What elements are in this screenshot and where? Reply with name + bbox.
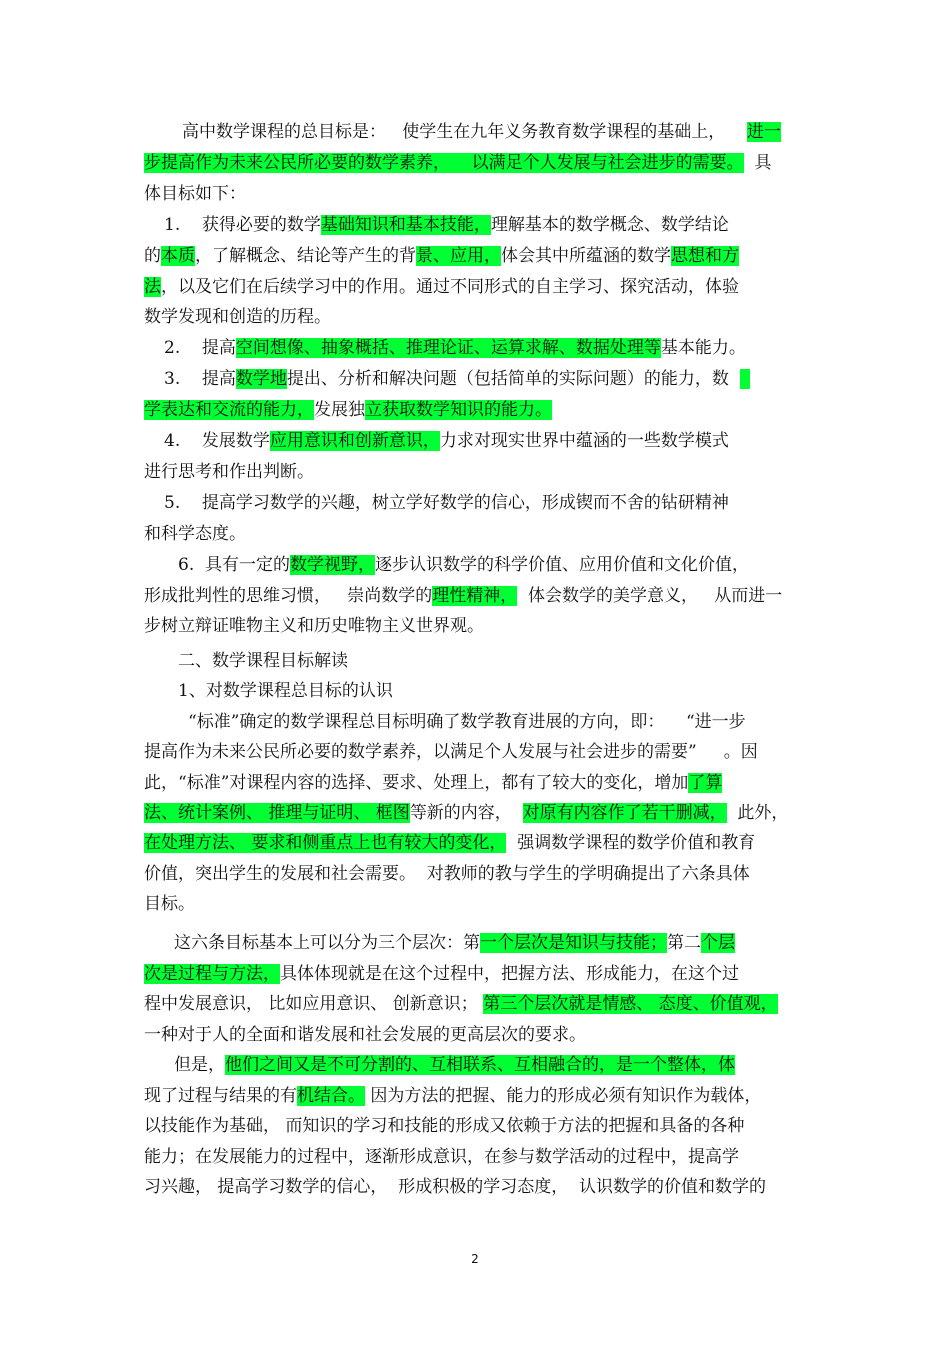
- text-line: [144, 581, 809, 612]
- highlighted-text: 法: [144, 276, 161, 297]
- text-segment: 1. 获得必要的数学: [164, 214, 321, 235]
- text-line: [144, 302, 809, 333]
- text-segment: 等新的内容，: [409, 803, 523, 823]
- text-line: [144, 889, 809, 920]
- text-line: [144, 676, 843, 707]
- text-line: [144, 959, 809, 990]
- text-line: [144, 989, 809, 1020]
- page-number: 2: [471, 1252, 479, 1266]
- text-segment: 但是，: [174, 1055, 225, 1075]
- text-segment: 基本能力。: [660, 338, 746, 359]
- text-segment: “标准”确定的数学课程总目标明确了数学教育进展的方向，即： “进一步: [188, 711, 746, 732]
- text-segment: 逐步认识数学的科学价值、应用价值和文化价值，: [375, 554, 750, 575]
- highlighted-text: 了算: [688, 772, 723, 793]
- text-segment: 二、数学课程目标解读: [178, 651, 348, 671]
- text-segment: 程中发展意识， 比如应用意识、 创新意识；: [144, 994, 484, 1014]
- text-segment: 体会其中所蕴涵的数学: [501, 245, 671, 266]
- text-segment: 这六条目标基本上可以分为三个层次：第: [174, 933, 480, 953]
- text-segment: 体目标如下：: [144, 183, 246, 204]
- highlighted-text: 在处理方法、 要求和侧重点上也有较大的变化，: [144, 833, 507, 854]
- text-line: [144, 737, 809, 768]
- text-segment: 4. 发展数学: [164, 431, 270, 451]
- highlighted-text: 他们之间又是不可分割的、互相联系、互相融合的，是一个整体，体: [225, 1055, 735, 1075]
- text-segment: 能力；在发展能力的过程中，逐渐形成意识，在参与数学活动的过程中，提高学: [144, 1146, 739, 1167]
- text-line: [144, 364, 829, 395]
- text-line: [144, 768, 809, 799]
- text-line: [144, 333, 829, 364]
- highlighted-text: 步提高作为未来公民所必要的数学素养， 以满足个人发展与社会进步的需要。: [144, 152, 744, 173]
- text-line: [144, 457, 809, 488]
- text-segment: 的: [144, 245, 161, 266]
- highlighted-text: 空间想像、抽象概括、推理论证、运算求解、数据处理等: [235, 338, 661, 359]
- text-segment: 价值，突出学生的发展和社会需要。 对教师的教与学生的学明确提出了六条具体: [144, 863, 750, 884]
- highlighted-text: 次是过程与方法，: [144, 963, 280, 984]
- text-segment: 形成批判性的思维习惯， 崇尚数学的: [144, 585, 433, 606]
- text-segment: 3. 提高: [164, 369, 236, 390]
- text-segment: 步树立辩证唯物主义和历史唯物主义世界观。: [144, 616, 484, 637]
- highlighted-text: 思想和方: [671, 245, 739, 266]
- text-line: [144, 828, 809, 859]
- text-segment: 习兴趣， 提高学习数学的信心， 形成积极的学习态度， 认识数学的价值和数学的: [144, 1177, 767, 1197]
- text-line: [144, 928, 839, 959]
- text-line: [144, 859, 809, 890]
- text-line: [144, 1111, 809, 1142]
- highlighted-text: 个层: [701, 933, 735, 953]
- text-line: [144, 272, 809, 303]
- highlighted-text: 对原有内容作了若干删减，: [522, 803, 727, 823]
- highlighted-text: 法、统计案例、 推理与证明、 框图: [144, 803, 410, 823]
- text-segment: 高中数学课程的总目标是： 使学生在九年义务教育数学课程的基础上，: [182, 122, 747, 142]
- highlighted-text: 数学地: [235, 369, 287, 390]
- text-segment: 现了过程与结果的有: [144, 1085, 297, 1106]
- text-line: [144, 519, 809, 550]
- text-segment: 和科学态度。: [144, 523, 246, 544]
- text-line: [144, 426, 829, 457]
- text-segment: ，了解概念、结论等产生的背: [195, 245, 416, 266]
- highlighted-text: 理性精神，: [432, 585, 518, 606]
- text-segment: 强调数学课程的数学价值和教育: [506, 833, 756, 854]
- highlighted-text: 本质: [161, 245, 195, 266]
- highlighted-text: 学表达和交流的能力，: [144, 400, 314, 421]
- text-line: [144, 488, 829, 519]
- highlighted-text: 数学视野，: [290, 554, 376, 575]
- text-segment: 因为方法的把握、能力的形成必须有知识作为载体，: [365, 1085, 762, 1106]
- text-line: [144, 1020, 809, 1051]
- text-segment: ，以及它们在后续学习中的作用。通过不同形式的自主学习、探究活动，体验: [161, 276, 739, 297]
- text-line: [144, 1142, 809, 1173]
- text-segment: 6. 具有一定的: [178, 554, 291, 575]
- text-line: [144, 241, 809, 272]
- text-line: [144, 117, 847, 148]
- text-line: [144, 798, 809, 829]
- highlighted-text: 基础知识和基本技能，: [320, 214, 491, 235]
- text-segment: 一种对于人的全面和谐发展和社会发展的更高层次的要求。: [144, 1024, 586, 1045]
- text-segment: 2. 提高: [164, 338, 236, 359]
- text-segment: 目标。: [144, 894, 195, 915]
- text-segment: 进行思考和作出判断。: [144, 461, 314, 482]
- text-segment: 具体体现就是在这个过程中，把握方法、形成能力，在这个过: [280, 963, 739, 984]
- text-line: [144, 550, 843, 581]
- text-segment: 第二: [667, 933, 701, 953]
- highlighted-text: 景、应用，: [416, 245, 501, 266]
- text-line: [144, 1081, 809, 1112]
- text-segment: 1、对数学课程总目标的认识: [178, 681, 393, 702]
- text-segment: 发展独: [314, 400, 365, 421]
- highlighted-text: 第三个层次就是情感、 态度、价值观，: [483, 994, 778, 1014]
- text-segment: 提出、分析和解决问题（包括简单的实际问题）的能力，数: [286, 369, 740, 390]
- highlighted-text: 一个层次是知识与技能；: [480, 933, 667, 953]
- text-segment: 此，“标准”对课程内容的选择、要求、处理上，都有了较大的变化，增加: [144, 772, 689, 793]
- text-segment: 提高作为未来公民所必要的数学素养，以满足个人发展与社会进步的需要” 。因: [144, 742, 758, 763]
- text-line: [144, 210, 829, 241]
- text-segment: 5. 提高学习数学的兴趣，树立学好数学的信心，形成锲而不舍的钻研精神: [164, 492, 729, 513]
- text-segment: 理解基本的数学概念、数学结论: [490, 214, 729, 235]
- text-line: [144, 1050, 839, 1081]
- highlighted-text: 立获取数学知识的能力。: [365, 400, 552, 421]
- highlighted-text: 机结合。: [297, 1085, 365, 1106]
- highlighted-text: 应用意识和创新意识，: [269, 431, 440, 451]
- text-line: [144, 1172, 809, 1203]
- highlighted-text: 进一: [746, 122, 781, 142]
- text-segment: 体会数学的美学意义， 从而进一: [517, 585, 783, 606]
- text-line: [144, 179, 809, 210]
- text-segment: 数学发现和创造的历程。: [144, 307, 331, 328]
- text-line: [144, 646, 843, 677]
- text-line: [144, 707, 853, 738]
- highlighted-text: [740, 369, 751, 389]
- text-line: [144, 395, 809, 426]
- text-segment: 力求对现实世界中蕴涵的一些数学模式: [439, 431, 729, 451]
- text-line: [144, 148, 809, 179]
- text-segment: 此外，: [726, 803, 789, 823]
- text-line: [144, 611, 809, 642]
- text-segment: 具: [743, 152, 772, 173]
- text-segment: 以技能作为基础， 而知识的学习和技能的形成又依赖于方法的把握和具备的各种: [144, 1116, 745, 1136]
